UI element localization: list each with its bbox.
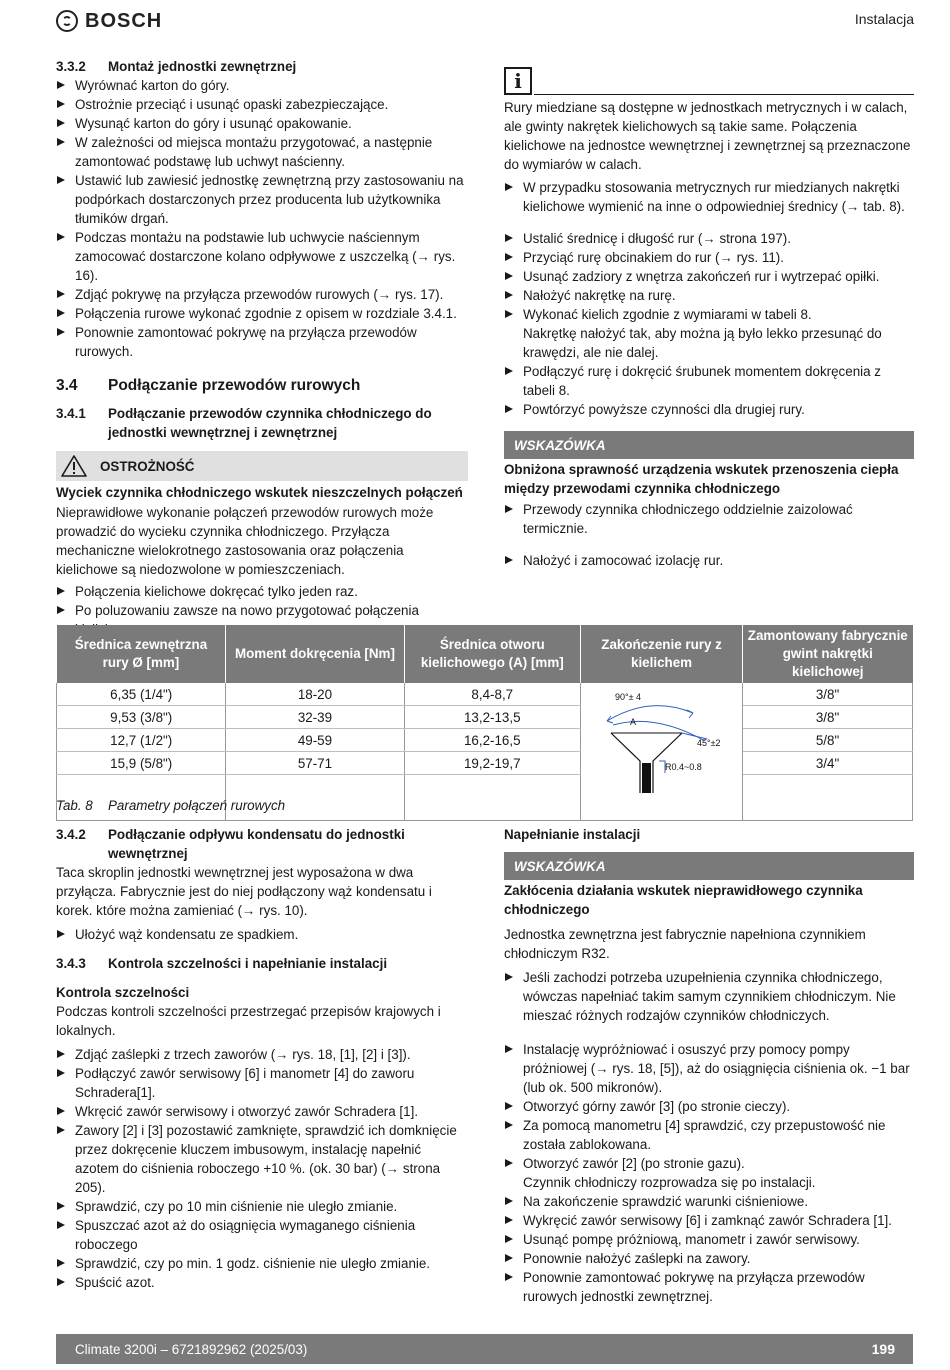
angle-side-label: 45°±2	[697, 738, 721, 748]
list-item: Powtórzyć powyższe czynności dla drugiej rury.	[504, 400, 914, 419]
list-item: Usunąć zadziory z wnętrza zakończeń rur i wytrzepać opiłki.	[504, 267, 914, 286]
bullet-arrow-icon	[505, 253, 513, 261]
heading-3-4-1: 3.4.1 Podłączanie przewodów czynnika chłodniczego do jednostki wewnętrznej i zewnętrznej	[56, 406, 432, 440]
list-item: Zdjąć zaślepki z trzech zaworów (→ rys. 18, [1], [2] i [3]).	[56, 1045, 468, 1064]
list-item: Zdjąć pokrywę na przyłącza przewodów rurowych (→ rys. 17).	[56, 285, 468, 304]
footer-doc-id: Climate 3200i – 6721892962 (2025/03)	[75, 1341, 308, 1357]
caution-title: Wyciek czynnika chłodniczego wskutek nieszczelnych połączeń	[56, 485, 463, 500]
flare-steps-list	[504, 229, 914, 419]
bullet-arrow-icon	[57, 1202, 65, 1210]
table-cell: 57-71	[226, 752, 404, 775]
caution-text: Nieprawidłowe wykonanie połączeń przewodów rurowych może prowadzić do wycieku czynnika chłodniczego. Przyłącza mechaniczne wielokrotnego zastosowania oraz połączenia kielichowe są niedozwolone w pomieszczeniach.	[56, 505, 434, 577]
leak-test-text: Podczas kontroli szczelności przestrzegać przepisów krajowych i lokalnych.	[56, 1004, 441, 1038]
section-title: Instalacja	[854, 11, 914, 27]
info-divider	[534, 93, 914, 95]
table-cell: 19,2-19,7	[404, 752, 581, 775]
hint-label: WSKAZÓWKA	[514, 437, 606, 453]
bullet-arrow-icon	[57, 328, 65, 336]
list-item: Wyrównać karton do góry.	[56, 76, 468, 95]
column-header: Zamontowany fabrycznie gwint nakrętki kielichowej	[743, 625, 913, 683]
list-item: Podłączyć zawór serwisowy [6] i manometr [4] do zaworu Schradera[1].	[56, 1064, 468, 1102]
table-cell: 3/8"	[743, 706, 913, 729]
info-list	[504, 178, 914, 216]
list-item: Ponownie zamontować pokrywę na przyłącza przewodów rurowych jednostki zewnętrznej.	[504, 1268, 914, 1306]
table-cell: 13,2-13,5	[404, 706, 581, 729]
angle-top-label: 90°± 4	[615, 692, 642, 702]
bullet-arrow-icon	[57, 138, 65, 146]
list-item: Otworzyć górny zawór [3] (po stronie cieczy).	[504, 1097, 914, 1116]
diameter-a-label: A	[630, 717, 637, 727]
list-item: W przypadku stosowania metrycznych rur miedzianych nakrętki kielichowe wymienić na inne o odpowiedniej średnicy (→ tab. 8).	[504, 178, 914, 216]
table-row	[57, 729, 913, 752]
bullet-arrow-icon	[57, 1107, 65, 1115]
list-item: Podczas montażu na podstawie lub uchwycie naściennym zamocować dostarczone kolano odpływowe z uszczelką (→ rys. 16).	[56, 228, 468, 285]
bullet-arrow-icon	[505, 367, 513, 375]
section-3-3-2	[56, 57, 468, 639]
list-item: Spuszczać azot aż do osiągnięcia wymaganego ciśnienia roboczego	[56, 1216, 468, 1254]
bullet-arrow-icon	[505, 291, 513, 299]
bullet-arrow-icon	[505, 234, 513, 242]
caution-banner	[56, 451, 468, 481]
info-icon: i	[504, 67, 532, 95]
table-cell: 15,9 (5/8")	[57, 752, 226, 775]
fill-title: Napełnianie instalacji	[504, 827, 641, 842]
condensate-list	[56, 925, 468, 944]
list-item: Połączenia kielichowe dokręcać tylko jeden raz.	[56, 582, 468, 601]
bullet-arrow-icon	[57, 1050, 65, 1058]
bosch-armature-icon	[56, 10, 78, 32]
warning-triangle-icon	[60, 454, 88, 478]
fill-hint-title: Zakłócenia działania wskutek nieprawidłowego czynnika chłodniczego	[504, 883, 863, 917]
bullet-arrow-icon	[57, 176, 65, 184]
flare-diagram-cell	[581, 683, 743, 821]
bullet-arrow-icon	[505, 1121, 513, 1129]
fill-hint-list	[504, 968, 914, 1025]
bullet-arrow-icon	[505, 272, 513, 280]
insulation-list	[504, 551, 914, 570]
leak-test-title: Kontrola szczelności	[56, 985, 190, 1000]
column-header: Moment dokręcenia [Nm]	[226, 625, 404, 683]
list-item: Ponownie nałożyć zaślepki na zawory.	[504, 1249, 914, 1268]
bullet-arrow-icon	[57, 606, 65, 614]
table-cell: 32-39	[226, 706, 404, 729]
table-row	[57, 752, 913, 775]
table-caption: Tab. 8 Parametry połączeń rurowych	[56, 798, 286, 813]
bullet-arrow-icon	[505, 1102, 513, 1110]
list-item: Wkręcić zawór serwisowy i otworzyć zawór Schradera [1].	[56, 1102, 468, 1121]
table-header-row	[57, 625, 913, 683]
list-item: Za pomocą manometru [4] sprawdzić, czy przepustowość nie została zablokowana.	[504, 1116, 914, 1154]
bullet-arrow-icon	[57, 100, 65, 108]
column-header: Średnica zewnętrzna rury Ø [mm]	[57, 625, 226, 683]
section-3-4-2	[56, 825, 468, 1292]
list-item: Ułożyć wąż kondensatu ze spadkiem.	[56, 925, 468, 944]
table-cell: 6,35 (1/4")	[57, 683, 226, 706]
table-cell: 3/4"	[743, 752, 913, 775]
info-box	[504, 65, 914, 95]
heading-3-4: 3.4 Podłączanie przewodów rurowych	[56, 377, 361, 394]
bullet-arrow-icon	[57, 233, 65, 241]
page-number: 199	[871, 1340, 895, 1357]
bullet-arrow-icon	[57, 309, 65, 317]
list-item: Wykręcić zawór serwisowy [6] i zamknąć zawór Schradera [1].	[504, 1211, 914, 1230]
list-item: W zależności od miejsca montażu przygotować, a następnie zamontować podstawę lub uchwyt naścienny.	[56, 133, 468, 171]
bullet-arrow-icon	[57, 1259, 65, 1267]
bullet-arrow-icon	[57, 587, 65, 595]
table-cell: 16,2-16,5	[404, 729, 581, 752]
list-item: Przewody czynnika chłodniczego oddzielnie zaizolować termicznie.	[504, 500, 914, 538]
list-item: Połączenia rurowe wykonać zgodnie z opisem w rozdziale 3.4.1.	[56, 304, 468, 323]
brand-name: BOSCH	[85, 9, 163, 32]
list-item: Nałożyć nakrętkę na rurę.	[504, 286, 914, 305]
table-cell: 8,4-8,7	[404, 683, 581, 706]
bullet-arrow-icon	[57, 1278, 65, 1286]
list-item: Instalację wypróżniować i osuszyć przy pomocy pompy próżniowej (→ rys. 18, [5]), aż do osiągnięcia ciśnienia ok. −1 bar (lub ok. 500 mikronów).	[504, 1040, 914, 1097]
list-item: Sprawdzić, czy po min. 1 godz. ciśnienie nie uległo zmianie.	[56, 1254, 468, 1273]
info-section	[504, 65, 914, 570]
column-header: Średnica otworu kielichowego (A) [mm]	[404, 625, 581, 683]
table-cell: 49-59	[226, 729, 404, 752]
table-row	[57, 683, 913, 706]
table-cell: 3/8"	[743, 683, 913, 706]
table-row	[57, 706, 913, 729]
condensate-text: Taca skroplin jednostki wewnętrznej jest wyposażona w dwa przyłącza. Fabrycznie jest do niej podłączony wąż kondensatu i korek. które można zamieniać (→ rys. 10).	[56, 865, 432, 918]
list-item: Ustawić lub zawiesić jednostkę zewnętrzną przy zastosowaniu na podpórkach dostarczonych przez producenta lub użytkownika tłumików drgań.	[56, 171, 468, 228]
bullet-arrow-icon	[505, 1159, 513, 1167]
list-item: Zawory [2] i [3] pozostawić zamknięte, sprawdzić ich domknięcie przez dokręcenie kluczem imbusowym, instalację napełnić azotem do ciśnienia roboczego +10 %. (ok. 30 bar) (→ strona 205).	[56, 1121, 468, 1197]
list-item: Ustalić średnicę i długość rur (→ strona 197).	[504, 229, 914, 248]
fill-section	[504, 825, 914, 1306]
column-header: Zakończenie rury z kielichem	[581, 625, 743, 683]
bosch-logo	[56, 8, 162, 34]
hint-banner	[504, 852, 914, 880]
radius-label: R0.4~0.8	[665, 762, 702, 772]
bullet-arrow-icon	[505, 1273, 513, 1281]
heading-3-4-3: 3.4.3 Kontrola szczelności i napełnianie instalacji	[56, 956, 388, 971]
fill-steps-list	[504, 1040, 914, 1306]
hint-title: Obniżona sprawność urządzenia wskutek przenoszenia ciepła między przewodami czynnika chłodniczego	[504, 462, 899, 496]
heading-3-4-2: 3.4.2 Podłączanie odpływu kondensatu do jednostki wewnętrznej	[56, 827, 405, 861]
list-item: Wykonać kielich zgodnie z wymiarami w tabeli 8. Nakrętkę nałożyć tak, aby można ją było lekko przesunąć do krawędzi, ale nie dalej.	[504, 305, 914, 362]
table-cell: 5/8"	[743, 729, 913, 752]
leak-test-steps	[56, 1045, 468, 1292]
bullet-arrow-icon	[57, 1069, 65, 1077]
heading-3-3-2: 3.3.2 Montaż jednostki zewnętrznej	[56, 59, 297, 74]
table-cell: 9,53 (3/8")	[57, 706, 226, 729]
bullet-arrow-icon	[505, 1254, 513, 1262]
list-item: Spuścić azot.	[56, 1273, 468, 1292]
bullet-arrow-icon	[57, 1126, 65, 1134]
bullet-arrow-icon	[505, 1216, 513, 1224]
list-item: Sprawdzić, czy po 10 min ciśnienie nie uległo zmianie.	[56, 1197, 468, 1216]
fill-hint-text: Jednostka zewnętrzna jest fabrycznie napełniona czynnikiem chłodniczym R32.	[504, 927, 866, 961]
page-footer	[56, 1334, 913, 1364]
list-item: Usunąć pompę próżniową, manometr i zawór serwisowy.	[504, 1230, 914, 1249]
list-item: Ostrożnie przeciąć i usunąć opaski zabezpieczające.	[56, 95, 468, 114]
list-item: Otworzyć zawór [2] (po stronie gazu). Czynnik chłodniczy rozprowadza się po instalacji.	[504, 1154, 914, 1192]
mounting-steps-list	[56, 76, 468, 361]
list-item: Wysunąć karton do góry i usunąć opakowanie.	[56, 114, 468, 133]
hint-label: WSKAZÓWKA	[514, 858, 606, 874]
bullet-arrow-icon	[57, 81, 65, 89]
bullet-arrow-icon	[57, 119, 65, 127]
hint-banner	[504, 431, 914, 459]
caution-label: OSTROŻNOŚĆ	[100, 458, 195, 474]
bullet-arrow-icon	[505, 405, 513, 413]
list-item: Podłączyć rurę i dokręcić śrubunek momentem dokręcenia z tabeli 8.	[504, 362, 914, 400]
list-item: Ponownie zamontować pokrywę na przyłącza przewodów rurowych.	[56, 323, 468, 361]
bullet-arrow-icon	[57, 290, 65, 298]
bullet-arrow-icon	[57, 1221, 65, 1229]
table-cell: 12,7 (1/2")	[57, 729, 226, 752]
flare-diagram	[585, 683, 738, 795]
pipe-connection-table	[56, 625, 913, 821]
list-item: Po poluzowaniu zawsze na nowo przygotować połączenia	[56, 601, 468, 639]
bullet-arrow-icon	[505, 1197, 513, 1205]
bullet-arrow-icon	[505, 1235, 513, 1243]
list-item: Nałożyć i zamocować izolację rur.	[504, 551, 914, 570]
list-item: Na zakończenie sprawdzić warunki ciśnieniowe.	[504, 1192, 914, 1211]
bullet-arrow-icon	[505, 1045, 513, 1053]
list-item: Przyciąć rurę obcinakiem do rur (→ rys. 11).	[504, 248, 914, 267]
bullet-arrow-icon	[505, 310, 513, 318]
list-item: Jeśli zachodzi potrzeba uzupełnienia czynnika chłodniczego, wówczas napełniać takim samym czynnikiem chłodniczym. Nie mieszać różnych rodzajów czynników chłodniczych.	[504, 968, 914, 1025]
hint-list	[504, 500, 914, 538]
info-text: Rury miedziane są dostępne w jednostkach metrycznych i w calach, ale gwinty nakrętek kielichowych są takie same. Połączenia kielichowe na jednostce wewnętrznej i zewnętrznej są przeznaczone do wymiarów w calach.	[504, 100, 911, 172]
table-cell: 18-20	[226, 683, 404, 706]
